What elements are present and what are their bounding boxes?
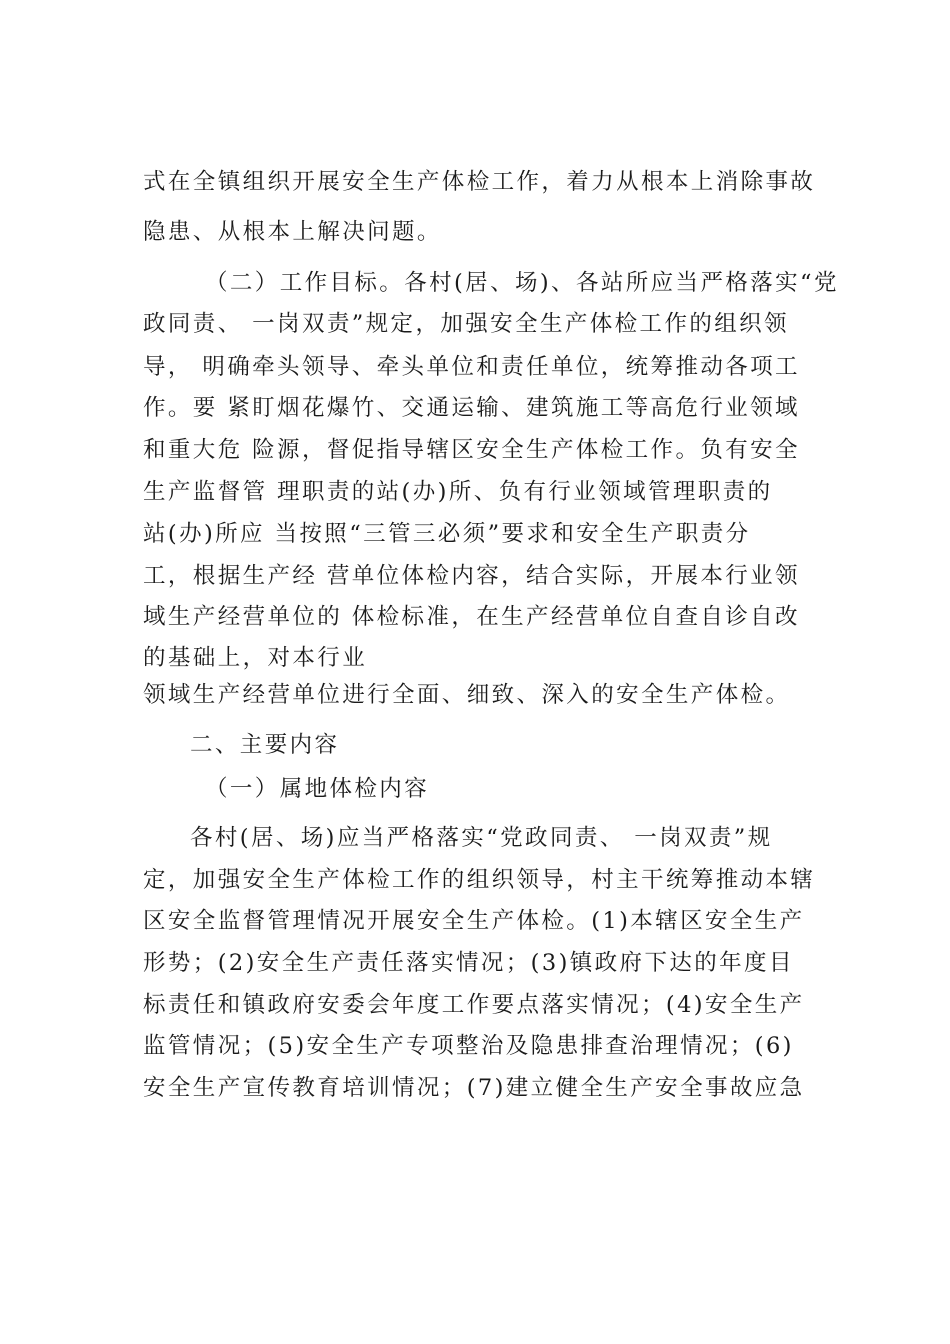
paragraph-line: 的基础上，对本行业 [143,645,368,671]
paragraph-line: 域生产经营单位的 体检标准，在生产经营单位自查自诊自改 [143,604,800,630]
paragraph-line: 定，加强安全生产体检工作的组织领导，村主干统筹推动本辖 [143,867,816,893]
paragraph-line: 式在全镇组织开展安全生产体检工作，着力从根本上消除事故 [143,169,816,195]
paragraph-line: （二）工作目标。各村(居、场)、各站所应当严格落实“党 [205,270,839,296]
paragraph-line: 作。要 紧盯烟花爆竹、交通运输、建筑施工等高危行业领域 [143,395,800,421]
paragraph-line: 导， 明确牵头领导、牵头单位和责任单位，统筹推动各项工 [143,354,800,380]
paragraph-line: 标责任和镇政府安委会年度工作要点落实情况；(4)安全生产 [143,992,805,1018]
paragraph-line: 站(办)所应 当按照“三管三必须”要求和安全生产职责分 [143,521,751,547]
paragraph-line: 工，根据生产经 营单位体检内容，结合实际，开展本行业领 [143,563,800,589]
paragraph-line: 生产监督管 理职责的站(办)所、负有行业领域管理职责的 [143,479,773,505]
paragraph-line: 区安全监督管理情况开展安全生产体检。(1)本辖区安全生产 [143,908,805,934]
paragraph-line: 政同责、 一岗双责”规定，加强安全生产体检工作的组织领 [143,311,789,337]
paragraph-line: 和重大危 险源，督促指导辖区安全生产体检工作。负有安全 [143,437,800,463]
paragraph-line: 领域生产经营单位进行全面、细致、深入的安全生产体检。 [143,682,791,708]
paragraph-line: 监管情况；(5)安全生产专项整治及隐患排查治理情况；(6) [143,1033,794,1059]
section-heading: 二、主要内容 [190,732,340,758]
paragraph-line: 隐患、从根本上解决问题。 [143,219,442,245]
subsection-heading: （一）属地体检内容 [205,776,430,802]
paragraph-line: 安全生产宣传教育培训情况；(7)建立健全生产安全事故应急 [143,1075,805,1101]
paragraph-line: 形势；(2)安全生产责任落实情况；(3)镇政府下达的年度目 [143,950,794,976]
paragraph-line: 各村(居、场)应当严格落实“党政同责、 一岗双责”规 [190,825,773,851]
